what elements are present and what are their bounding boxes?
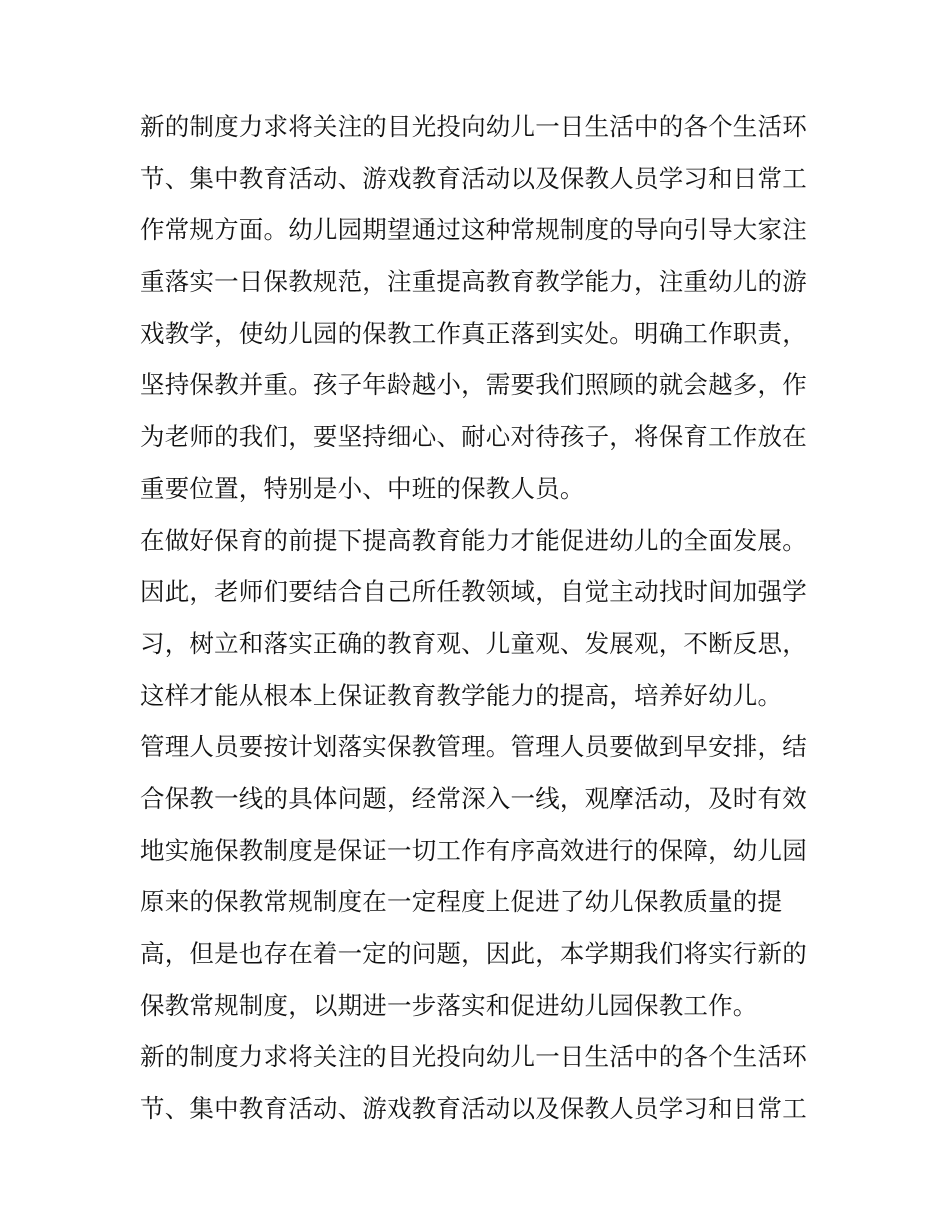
- paragraph-4: [140, 1031, 812, 1134]
- text-line: 作常规方面。幼儿园期望通过这种常规制度的导向引导大家注: [140, 215, 807, 245]
- text-line: 为老师的我们，要坚持细心、耐心对待孩子，将保育工作放在: [140, 422, 807, 452]
- paragraph-2: [140, 515, 812, 722]
- text-line: 节、集中教育活动、游戏教育活动以及保教人员学习和日常工: [140, 1094, 807, 1124]
- text-line: 保教常规制度，以期进一步落实和促进幼儿园保教工作。: [140, 990, 758, 1020]
- text-line: 地实施保教制度是保证一切工作有序高效进行的保障，幼儿园: [140, 835, 807, 865]
- text-line: 习，树立和落实正确的教育观、儿童观、发展观，不断反思，: [140, 628, 807, 658]
- text-line: 戏教学，使幼儿园的保教工作真正落到实处。明确工作职责，: [140, 318, 807, 348]
- paragraph-1: [140, 101, 812, 515]
- paragraph-3: [140, 721, 812, 1031]
- text-line: 在做好保育的前提下提高教育能力才能促进幼儿的全面发展。: [140, 525, 807, 555]
- text-line: 新的制度力求将关注的目光投向幼儿一日生活中的各个生活环: [140, 112, 807, 141]
- text-line: 坚持保教并重。孩子年龄越小，需要我们照顾的就会越多，作: [140, 370, 807, 400]
- text-line: 合保教一线的具体问题，经常深入一线，观摩活动，及时有效: [140, 783, 807, 813]
- text-line: 节、集中教育活动、游戏教育活动以及保教人员学习和日常工: [140, 163, 807, 193]
- text-line: 原来的保教常规制度在一定程度上促进了幼儿保教质量的提: [140, 887, 783, 917]
- document-body: [140, 101, 812, 1135]
- text-line: 重要位置，特别是小、中班的保教人员。: [140, 473, 585, 503]
- text-line: 这样才能从根本上保证教育教学能力的提高，培养好幼儿。: [140, 680, 783, 710]
- text-line: 管理人员要按计划落实保教管理。管理人员要做到早安排，结: [140, 732, 807, 762]
- text-line: 因此，老师们要结合自己所任教领域，自觉主动找时间加强学: [140, 577, 807, 607]
- text-line: 新的制度力求将关注的目光投向幼儿一日生活中的各个生活环: [140, 1042, 807, 1072]
- text-line: 重落实一日保教规范，注重提高教育教学能力，注重幼儿的游: [140, 267, 807, 297]
- text-line: 高，但是也存在着一定的问题，因此，本学期我们将实行新的: [140, 939, 807, 968]
